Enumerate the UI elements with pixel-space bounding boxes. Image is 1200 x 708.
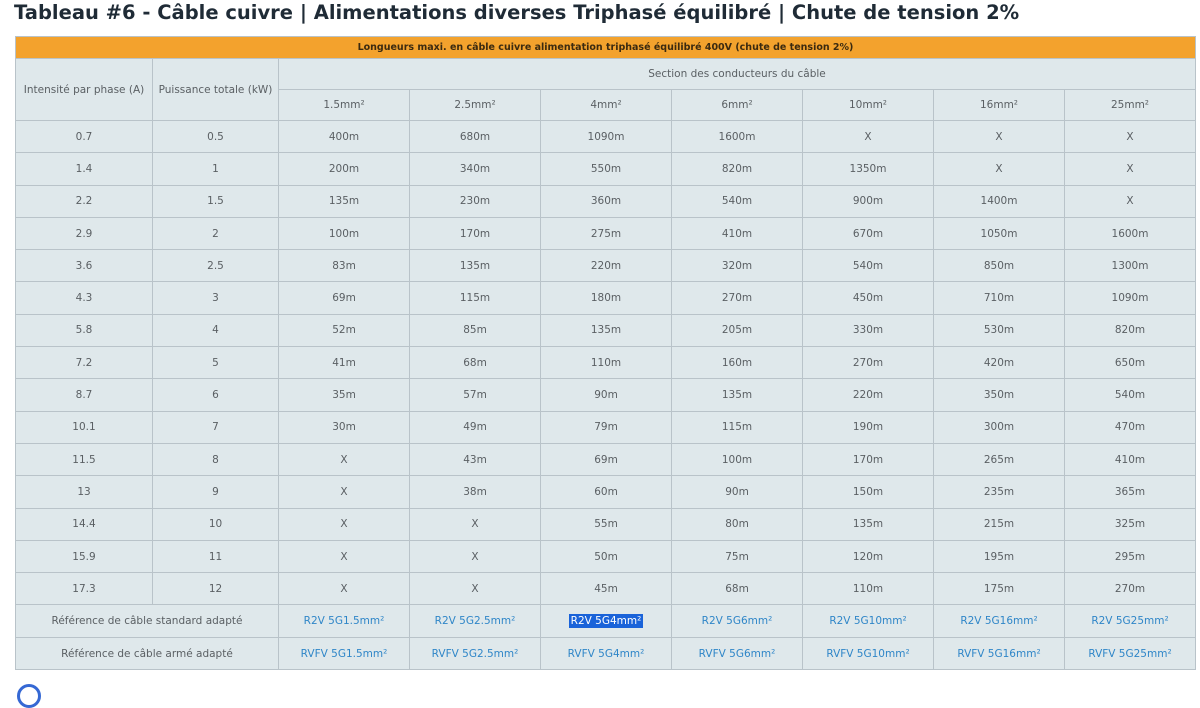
- standard-cable-ref-label: Référence de câble standard adapté: [16, 605, 279, 638]
- current-cell: 1.4: [16, 153, 153, 185]
- length-cell: 410m: [672, 217, 803, 249]
- length-cell: X: [410, 573, 541, 605]
- length-cell: 850m: [934, 250, 1065, 282]
- length-cell: 175m: [934, 573, 1065, 605]
- armored-cable-ref-link[interactable]: RVFV 5G4mm²: [567, 647, 645, 660]
- current-cell: 11.5: [16, 443, 153, 475]
- armored-cable-ref-cell: [410, 637, 541, 670]
- current-cell: 15.9: [16, 540, 153, 572]
- length-cell: X: [934, 153, 1065, 185]
- table-body: [16, 121, 1196, 670]
- length-cell: 320m: [672, 250, 803, 282]
- length-cell: X: [279, 540, 410, 572]
- length-cell: 57m: [410, 379, 541, 411]
- armored-cable-ref-link[interactable]: RVFV 5G1.5mm²: [300, 647, 388, 660]
- table-row: [16, 121, 1196, 153]
- armored-cable-ref-cell: [541, 637, 672, 670]
- current-cell: 3.6: [16, 250, 153, 282]
- table-row: [16, 443, 1196, 475]
- standard-cable-ref-link[interactable]: R2V 5G16mm²: [960, 615, 1038, 628]
- current-cell: 4.3: [16, 282, 153, 314]
- armored-cable-ref-label: Référence de câble armé adapté: [16, 637, 279, 670]
- length-cell: 60m: [541, 476, 672, 508]
- current-cell: 7.2: [16, 347, 153, 379]
- length-cell: 1090m: [1065, 282, 1196, 314]
- standard-cable-ref-link[interactable]: R2V 5G25mm²: [1091, 615, 1169, 628]
- power-cell: 7: [153, 411, 279, 443]
- length-cell: 52m: [279, 314, 410, 346]
- standard-cable-ref-link[interactable]: R2V 5G4mm²: [570, 615, 642, 628]
- col-header-power: Puissance totale (kW): [153, 59, 279, 121]
- power-cell: 3: [153, 282, 279, 314]
- length-cell: 205m: [672, 314, 803, 346]
- size-header-cell: 4mm²: [541, 90, 672, 121]
- length-cell: 1600m: [1065, 217, 1196, 249]
- table-row: [16, 185, 1196, 217]
- table-row: [16, 508, 1196, 540]
- standard-cable-ref-link[interactable]: R2V 5G6mm²: [701, 615, 773, 628]
- power-cell: 4: [153, 314, 279, 346]
- section-header: Section des conducteurs du câble: [279, 59, 1196, 90]
- length-cell: 420m: [934, 347, 1065, 379]
- power-cell: 1: [153, 153, 279, 185]
- power-cell: 5: [153, 347, 279, 379]
- length-cell: 110m: [803, 573, 934, 605]
- length-cell: 135m: [803, 508, 934, 540]
- length-cell: X: [279, 443, 410, 475]
- length-cell: 110m: [541, 347, 672, 379]
- length-cell: 115m: [410, 282, 541, 314]
- current-cell: 0.7: [16, 121, 153, 153]
- length-cell: X: [803, 121, 934, 153]
- standard-cable-ref-cell: [672, 605, 803, 638]
- armored-cable-ref-link[interactable]: RVFV 5G2.5mm²: [431, 647, 519, 660]
- table-row: [16, 411, 1196, 443]
- table-row: [16, 347, 1196, 379]
- length-cell: 1350m: [803, 153, 934, 185]
- standard-cable-ref-cell: [410, 605, 541, 638]
- length-cell: 400m: [279, 121, 410, 153]
- standard-cable-ref-link[interactable]: R2V 5G1.5mm²: [303, 615, 385, 628]
- standard-cable-ref-cell: [1065, 605, 1196, 638]
- length-cell: 135m: [672, 379, 803, 411]
- length-cell: 470m: [1065, 411, 1196, 443]
- length-cell: 41m: [279, 347, 410, 379]
- length-cell: 350m: [934, 379, 1065, 411]
- length-cell: 69m: [541, 443, 672, 475]
- length-cell: X: [934, 121, 1065, 153]
- cable-length-table-container: [15, 36, 1195, 670]
- length-cell: 35m: [279, 379, 410, 411]
- length-cell: 100m: [672, 443, 803, 475]
- table-row: [16, 217, 1196, 249]
- length-cell: X: [279, 476, 410, 508]
- length-cell: 820m: [1065, 314, 1196, 346]
- col-header-current: Intensité par phase (A): [16, 59, 153, 121]
- length-cell: 80m: [672, 508, 803, 540]
- length-cell: 180m: [541, 282, 672, 314]
- length-cell: 1090m: [541, 121, 672, 153]
- table-row: [16, 250, 1196, 282]
- armored-cable-ref-cell: [803, 637, 934, 670]
- size-header-cell: 25mm²: [1065, 90, 1196, 121]
- length-cell: 360m: [541, 185, 672, 217]
- length-cell: 270m: [1065, 573, 1196, 605]
- length-cell: 680m: [410, 121, 541, 153]
- table-row: [16, 153, 1196, 185]
- length-cell: 270m: [803, 347, 934, 379]
- power-cell: 6: [153, 379, 279, 411]
- length-cell: 160m: [672, 347, 803, 379]
- length-cell: 1400m: [934, 185, 1065, 217]
- length-cell: 75m: [672, 540, 803, 572]
- length-cell: 275m: [541, 217, 672, 249]
- length-cell: 55m: [541, 508, 672, 540]
- length-cell: 85m: [410, 314, 541, 346]
- length-cell: 150m: [803, 476, 934, 508]
- current-cell: 10.1: [16, 411, 153, 443]
- length-cell: 670m: [803, 217, 934, 249]
- length-cell: 68m: [672, 573, 803, 605]
- power-cell: 9: [153, 476, 279, 508]
- length-cell: 450m: [803, 282, 934, 314]
- current-cell: 17.3: [16, 573, 153, 605]
- length-cell: 410m: [1065, 443, 1196, 475]
- length-cell: 120m: [803, 540, 934, 572]
- size-header-cell: 10mm²: [803, 90, 934, 121]
- armored-cable-ref-row: [16, 637, 1196, 670]
- length-cell: 540m: [803, 250, 934, 282]
- length-cell: 540m: [672, 185, 803, 217]
- size-header-cell: 16mm²: [934, 90, 1065, 121]
- length-cell: 50m: [541, 540, 672, 572]
- length-cell: 195m: [934, 540, 1065, 572]
- length-cell: 340m: [410, 153, 541, 185]
- length-cell: 170m: [803, 443, 934, 475]
- length-cell: 135m: [410, 250, 541, 282]
- size-header-cell: 2.5mm²: [410, 90, 541, 121]
- length-cell: 200m: [279, 153, 410, 185]
- length-cell: 650m: [1065, 347, 1196, 379]
- current-cell: 8.7: [16, 379, 153, 411]
- length-cell: 1050m: [934, 217, 1065, 249]
- length-cell: 295m: [1065, 540, 1196, 572]
- current-cell: 2.2: [16, 185, 153, 217]
- length-cell: 1300m: [1065, 250, 1196, 282]
- length-cell: 45m: [541, 573, 672, 605]
- length-cell: 220m: [803, 379, 934, 411]
- length-cell: 43m: [410, 443, 541, 475]
- power-cell: 2: [153, 217, 279, 249]
- standard-cable-ref-cell: [541, 605, 672, 638]
- length-cell: 220m: [541, 250, 672, 282]
- cable-length-table: [15, 36, 1196, 670]
- standard-cable-ref-cell: [934, 605, 1065, 638]
- current-cell: 13: [16, 476, 153, 508]
- power-cell: 2.5: [153, 250, 279, 282]
- standard-cable-ref-cell: [803, 605, 934, 638]
- length-cell: 170m: [410, 217, 541, 249]
- length-cell: 38m: [410, 476, 541, 508]
- length-cell: 135m: [279, 185, 410, 217]
- length-cell: X: [1065, 153, 1196, 185]
- power-cell: 11: [153, 540, 279, 572]
- length-cell: 49m: [410, 411, 541, 443]
- length-cell: 1600m: [672, 121, 803, 153]
- armored-cable-ref-cell: [1065, 637, 1196, 670]
- table-row: [16, 282, 1196, 314]
- armored-cable-ref-link[interactable]: RVFV 5G16mm²: [957, 647, 1041, 660]
- length-cell: X: [279, 573, 410, 605]
- length-cell: X: [1065, 121, 1196, 153]
- length-cell: 365m: [1065, 476, 1196, 508]
- length-cell: 90m: [541, 379, 672, 411]
- standard-cable-ref-cell: [279, 605, 410, 638]
- power-cell: 0.5: [153, 121, 279, 153]
- size-header-cell: 6mm²: [672, 90, 803, 121]
- length-cell: 540m: [1065, 379, 1196, 411]
- length-cell: 325m: [1065, 508, 1196, 540]
- length-cell: 820m: [672, 153, 803, 185]
- length-cell: 530m: [934, 314, 1065, 346]
- length-cell: X: [410, 540, 541, 572]
- length-cell: 265m: [934, 443, 1065, 475]
- length-cell: 215m: [934, 508, 1065, 540]
- current-cell: 2.9: [16, 217, 153, 249]
- circle-icon: [17, 684, 41, 708]
- length-cell: 270m: [672, 282, 803, 314]
- current-cell: 14.4: [16, 508, 153, 540]
- table-row: [16, 540, 1196, 572]
- armored-cable-ref-cell: [672, 637, 803, 670]
- length-cell: 330m: [803, 314, 934, 346]
- length-cell: 235m: [934, 476, 1065, 508]
- length-cell: 135m: [541, 314, 672, 346]
- table-row: [16, 573, 1196, 605]
- length-cell: X: [1065, 185, 1196, 217]
- length-cell: 79m: [541, 411, 672, 443]
- standard-cable-ref-row: [16, 605, 1196, 638]
- table-row: [16, 379, 1196, 411]
- power-cell: 12: [153, 573, 279, 605]
- length-cell: 68m: [410, 347, 541, 379]
- length-cell: 900m: [803, 185, 934, 217]
- standard-cable-ref-link[interactable]: R2V 5G2.5mm²: [434, 615, 516, 628]
- length-cell: 710m: [934, 282, 1065, 314]
- length-cell: 90m: [672, 476, 803, 508]
- armored-cable-ref-cell: [279, 637, 410, 670]
- length-cell: 190m: [803, 411, 934, 443]
- armored-cable-ref-link[interactable]: RVFV 5G25mm²: [1088, 647, 1172, 660]
- armored-cable-ref-cell: [934, 637, 1065, 670]
- length-cell: 550m: [541, 153, 672, 185]
- size-header-cell: 1.5mm²: [279, 90, 410, 121]
- armored-cable-ref-link[interactable]: RVFV 5G10mm²: [826, 647, 910, 660]
- length-cell: 100m: [279, 217, 410, 249]
- length-cell: 83m: [279, 250, 410, 282]
- length-cell: 30m: [279, 411, 410, 443]
- length-cell: X: [279, 508, 410, 540]
- length-cell: X: [410, 508, 541, 540]
- table-row: [16, 314, 1196, 346]
- power-cell: 1.5: [153, 185, 279, 217]
- power-cell: 10: [153, 508, 279, 540]
- armored-cable-ref-link[interactable]: RVFV 5G6mm²: [698, 647, 776, 660]
- current-cell: 5.8: [16, 314, 153, 346]
- length-cell: 69m: [279, 282, 410, 314]
- table-banner: Longueurs maxi. en câble cuivre alimentation triphasé équilibré 400V (chute de tension 2%): [16, 37, 1196, 59]
- standard-cable-ref-link[interactable]: R2V 5G10mm²: [829, 615, 907, 628]
- page-title: Tableau #6 - Câble cuivre | Alimentations diverses Triphasé équilibré | Chute de tension 2%: [14, 1, 1020, 24]
- table-row: [16, 476, 1196, 508]
- length-cell: 300m: [934, 411, 1065, 443]
- length-cell: 230m: [410, 185, 541, 217]
- power-cell: 8: [153, 443, 279, 475]
- length-cell: 115m: [672, 411, 803, 443]
